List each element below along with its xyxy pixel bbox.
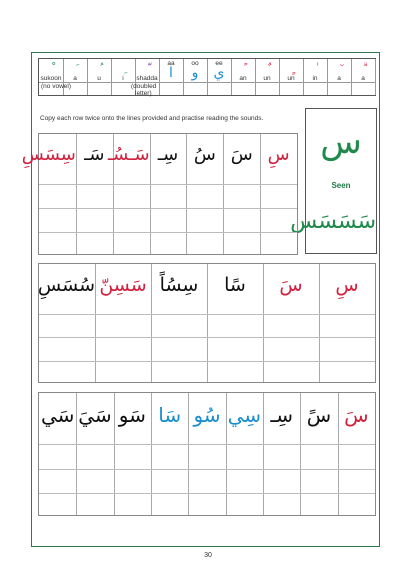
practice-grid-row-2 [38, 263, 376, 383]
legend-cell [255, 59, 280, 95]
legend-vowel-label: un [263, 75, 271, 82]
legend-vowel-mark [327, 62, 351, 75]
practice-word: سِ [267, 144, 290, 165]
writing-line [39, 208, 297, 209]
legend-vowel-label: sukoon [40, 75, 62, 82]
legend-cell [303, 59, 328, 95]
writing-line [39, 337, 375, 338]
legend-vowel-label: shadda [136, 75, 158, 82]
legend-vowel-mark [111, 62, 135, 75]
instruction-text: Copy each row twice onto the lines provided and practise reading the sounds. [40, 115, 264, 122]
legend-vowel-mark [231, 62, 255, 75]
legend-vowel-mark [135, 62, 159, 75]
writing-line [39, 184, 297, 185]
legend-cell [279, 59, 304, 95]
legend-sub-doubled: (doubled [131, 83, 157, 90]
practice-word: سَـ [84, 144, 105, 165]
writing-line [39, 232, 297, 233]
legend-vowel-mark [63, 62, 87, 75]
practice-word: سَ [279, 274, 303, 296]
legend-vowel-label: an [239, 75, 247, 82]
legend-sub-letter: letter) [135, 90, 152, 97]
practice-word: سِسُاً [159, 274, 199, 296]
legend-vowel-mark [255, 62, 279, 75]
practice-word: سِ [335, 274, 359, 296]
writing-line [39, 361, 375, 362]
writing-line [39, 314, 375, 315]
seen-letter-name: Seen [331, 181, 351, 190]
page-number: 30 [204, 552, 212, 559]
seen-letter: س [320, 122, 362, 162]
legend-vowel-label: a [337, 75, 341, 82]
writing-line [39, 469, 375, 470]
practice-word: سِسَسِ [21, 144, 76, 165]
practice-word: سًا [224, 274, 246, 296]
legend-cell [183, 59, 208, 95]
practice-word: سِـ [157, 144, 179, 165]
practice-word: سَسِنّ [99, 274, 147, 296]
practice-word: سُو [193, 403, 221, 427]
legend-vowel-mark: و [191, 65, 199, 81]
practice-word: سَـسُـ [107, 144, 150, 165]
legend-vowel-label: un [287, 75, 295, 82]
legend-cell [351, 59, 376, 95]
legend-cell [87, 59, 112, 95]
seen-example-word: سَسَسَس [290, 209, 376, 234]
legend-cell [327, 59, 352, 95]
practice-word: سِـ [270, 403, 293, 427]
practice-word: سَا [158, 403, 182, 427]
legend-vowel-label: i [122, 75, 124, 82]
legend-long-vowel-label: aa [167, 60, 175, 67]
vowel-legend-table [38, 58, 376, 96]
practice-grid-row-1 [21, 133, 298, 255]
practice-word: سَو [118, 403, 146, 427]
legend-vowel-mark [351, 62, 375, 76]
legend-long-vowel-label: ee [215, 60, 223, 67]
legend-vowel-mark [87, 62, 111, 75]
legend-vowel-mark [39, 62, 63, 75]
practice-word: سَ [344, 403, 369, 427]
legend-sub-novowel: (no vowel) [41, 83, 71, 90]
practice-word: سُ [193, 144, 216, 165]
legend-vowel-label: u [97, 75, 101, 82]
legend-vowel-mark: ي [213, 65, 225, 81]
legend-vowel-mark [303, 62, 327, 75]
practice-grid-row-3 [38, 392, 376, 516]
legend-vowel-label: a [73, 75, 77, 82]
legend-long-vowel-label: oo [191, 60, 199, 67]
practice-word: سِي [227, 403, 262, 427]
legend-vowel-mark [279, 62, 303, 75]
legend-vowel-mark: ا [169, 65, 173, 81]
legend-cell [159, 59, 184, 95]
legend-cell [231, 59, 256, 95]
legend-vowel-label: a [361, 75, 365, 82]
legend-cell [207, 59, 232, 95]
practice-word: سَ [230, 144, 253, 165]
practice-word: سُسَسِ [37, 274, 95, 296]
practice-word: سً [306, 403, 332, 427]
practice-word: سَي [40, 403, 75, 427]
seen-letter-box [290, 108, 377, 254]
writing-line [39, 444, 375, 445]
legend-vowel-label: in [312, 75, 318, 82]
writing-line [39, 493, 375, 494]
practice-word: سَيَ [78, 403, 112, 427]
